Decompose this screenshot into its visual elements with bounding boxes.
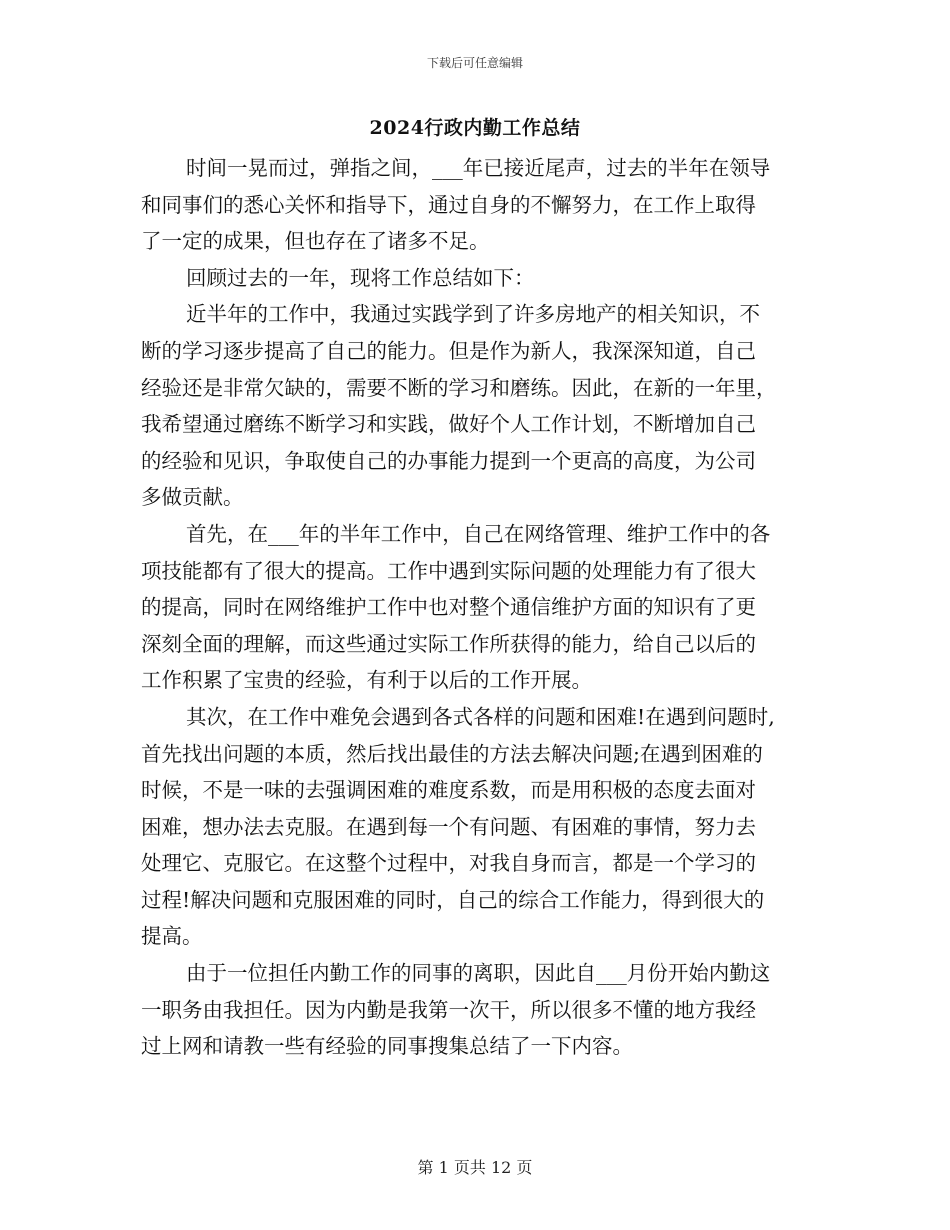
page-footer: 第 1 页共 12 页 xyxy=(417,1158,533,1177)
text-line: 经验还是非常欠缺的，需要不断的学习和磨练。因此，在新的一年里， xyxy=(141,375,777,400)
text-line: 其次，在工作中难免会遇到各式各样的问题和困难!在遇到问题时, xyxy=(186,704,775,729)
text-line: 工作积累了宝贵的经验，有利于以后的工作开展。 xyxy=(141,668,592,693)
text-line: 提高。 xyxy=(141,924,203,949)
text-line: 一职务由我担任。因为内勤是我第一次干，所以很多不懂的地方我经 xyxy=(141,997,756,1022)
text-line: 我希望通过磨练不断学习和实践，做好个人工作计划，不断增加自己 xyxy=(141,412,756,437)
text-line: 的经验和见识，争取使自己的办事能力提到一个更高的高度，为公司 xyxy=(141,448,756,473)
text-line: 近半年的工作中，我通过实践学到了许多房地产的相关知识，不 xyxy=(186,302,760,327)
text-line: 过上网和请教一些有经验的同事搜集总结了一下内容。 xyxy=(141,1034,633,1059)
text-line: 困难，想办法去克服。在遇到每一个有问题、有困难的事情，努力去 xyxy=(141,814,756,839)
text-line: 首先找出问题的本质，然后找出最佳的方法去解决问题;在遇到困难的 xyxy=(141,741,763,766)
text-line: 时间一晃而过，弹指之间，___年已接近尾声，过去的半年在领导 xyxy=(186,156,771,180)
text-line: 时候，不是一味的去强调困难的难度系数，而是用积极的态度去面对 xyxy=(141,778,756,803)
text-line: 项技能都有了很大的提高。工作中遇到实际问题的处理能力有了很大 xyxy=(141,558,756,583)
text-line: 的提高，同时在网络维护工作中也对整个通信维护方面的知识有了更 xyxy=(141,595,756,620)
text-line: 首先，在___年的半年工作中，自己在网络管理、维护工作中的各 xyxy=(186,521,771,546)
text-line: 由于一位担任内勤工作的同事的离职，因此自___月份开始内勤这 xyxy=(186,961,771,986)
text-line: 断的学习逐步提高了自己的能力。但是作为新人，我深深知道，自己 xyxy=(141,338,756,363)
document-title: 2024行政内勤工作总结 xyxy=(369,117,581,139)
text-line: 深刻全面的理解，而这些通过实际工作所获得的能力，给自己以后的 xyxy=(141,631,756,656)
text-line: 过程!解决问题和克服困难的同时，自己的综合工作能力，得到很大的 xyxy=(141,887,765,912)
text-line: 和同事们的悉心关怀和指导下，通过自身的不懈努力，在工作上取得 xyxy=(141,192,756,217)
text-line: 多做贡献。 xyxy=(141,485,244,510)
text-line: 处理它、克服它。在这整个过程中，对我自身而言，都是一个学习的 xyxy=(141,851,756,876)
text-line: 了一定的成果，但也存在了诸多不足。 xyxy=(141,229,490,254)
document-body xyxy=(141,150,811,1065)
text-line: 回顾过去的一年，现将工作总结如下： xyxy=(186,265,535,290)
header-note: 下载后可任意编辑 xyxy=(426,56,523,70)
